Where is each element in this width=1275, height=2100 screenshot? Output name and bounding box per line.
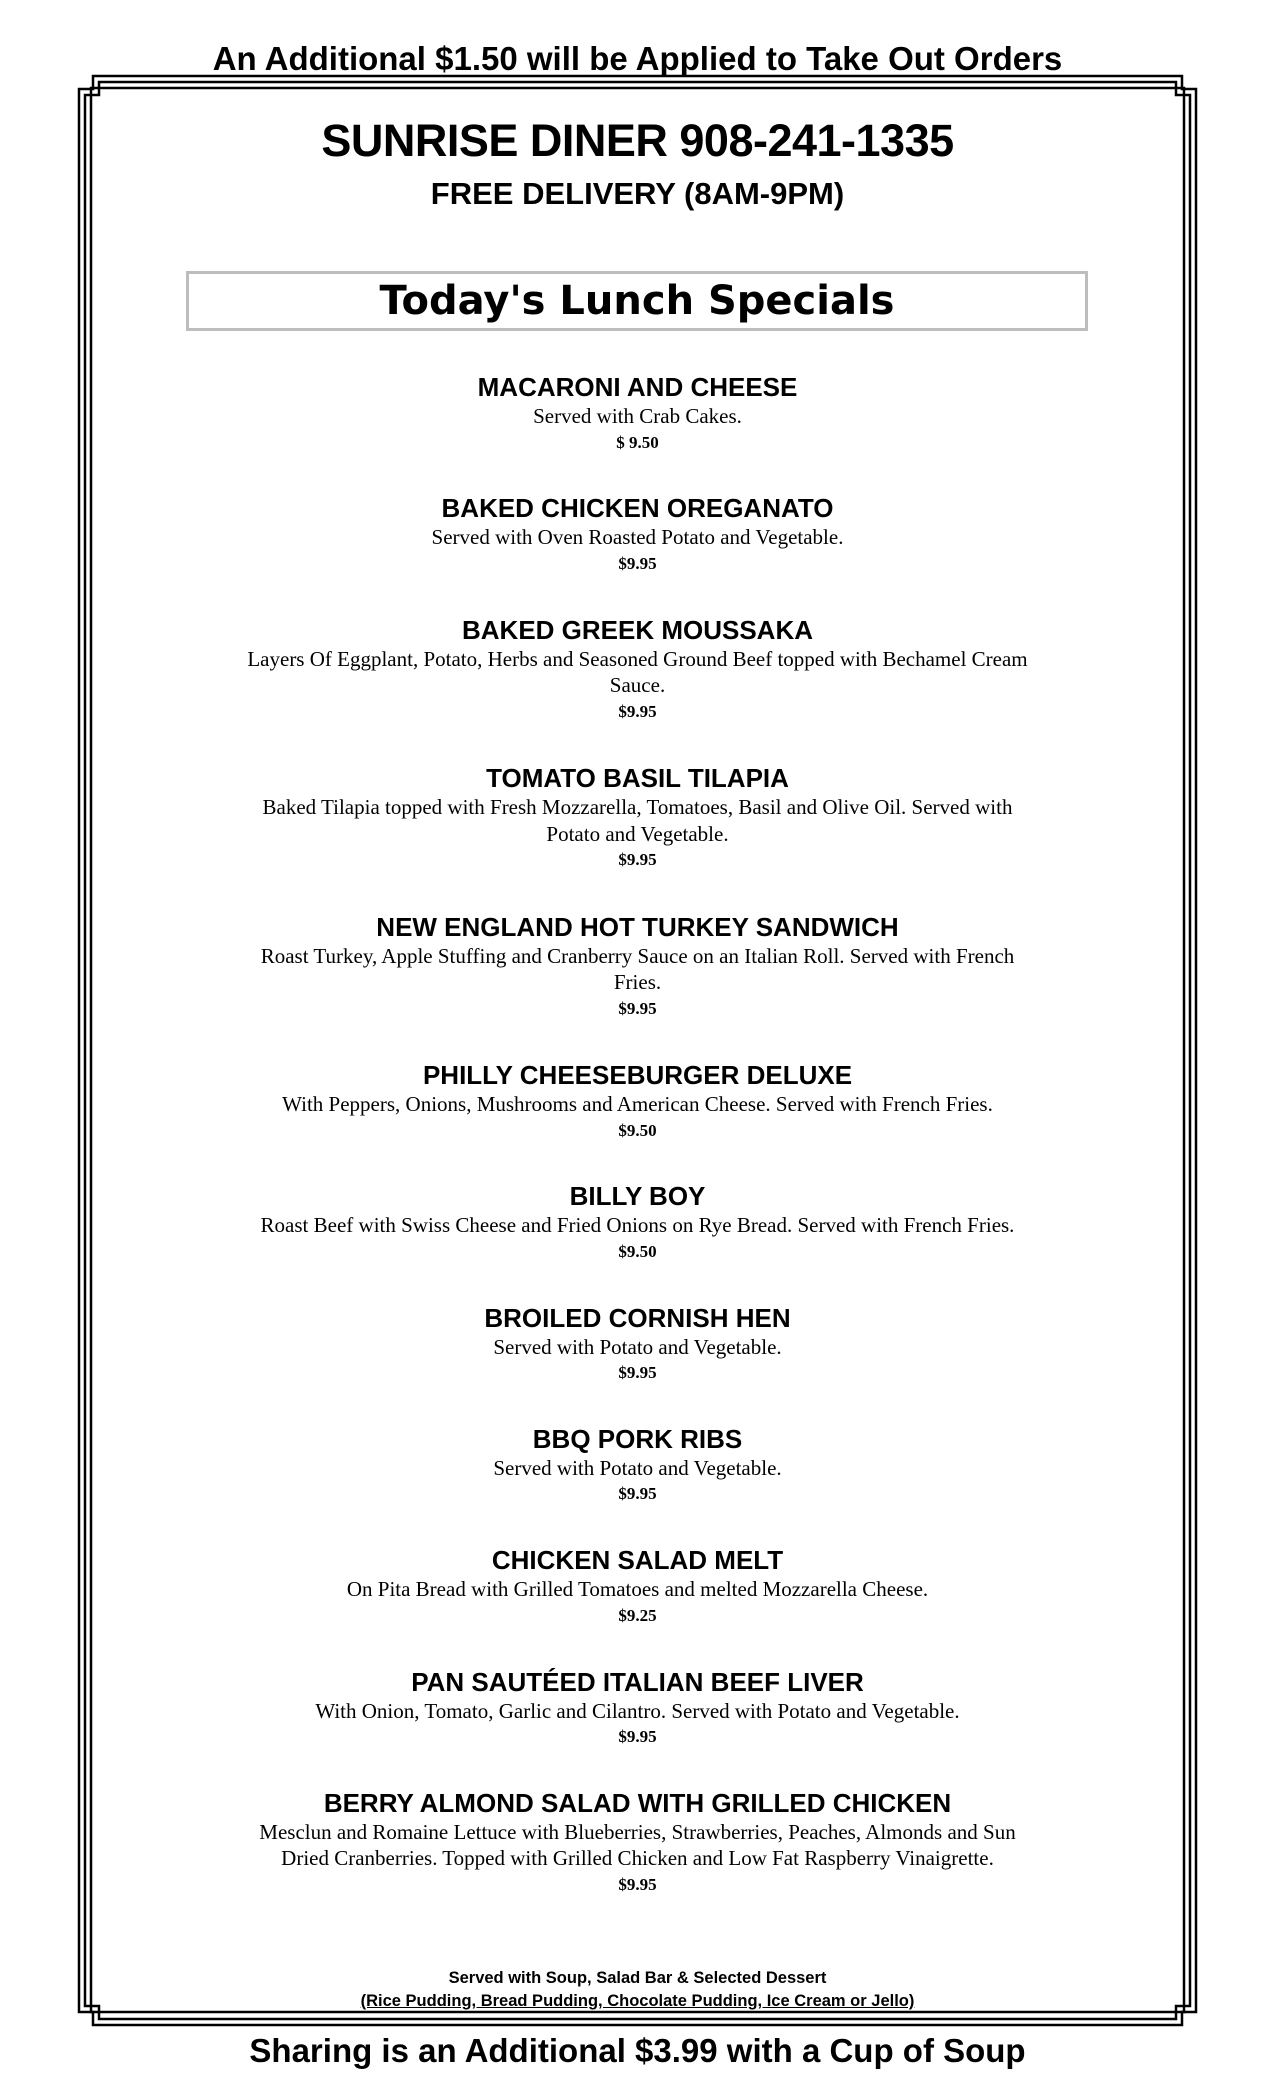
menu-item <box>200 1059 1075 1180</box>
menu-item-description: On Pita Bread with Grilled Tomatoes and melted Mozzarella Cheese. <box>346 1577 929 1602</box>
menu-item-description: Roast Beef with Swiss Cheese and Fried Onions on Rye Bread. Served with French Fries. <box>260 1213 1015 1238</box>
menu-item-price: $9.95 <box>618 1727 657 1747</box>
menu-item-price: $9.95 <box>618 701 657 721</box>
menu-item <box>200 1787 1075 1936</box>
menu-item-name: BAKED CHICKEN OREGANATO <box>441 493 834 524</box>
menu-item-description: Served with Crab Cakes. <box>533 404 742 428</box>
menu-item-price: $9.95 <box>618 850 657 870</box>
menu-item-description: Served with Potato and Vegetable. <box>493 1334 782 1359</box>
delivery-hours: FREE DELIVERY (8AM-9PM) <box>430 176 845 211</box>
menu-item-description: Dried Cranberries. Topped with Grilled Chicken and Low Fat Raspberry Vinaigrette. <box>281 1846 994 1871</box>
menu-item-name: BBQ PORK RIBS <box>532 1423 743 1454</box>
menu-item-name: CHICKEN SALAD MELT <box>491 1545 784 1576</box>
menu-item-description: Served with Oven Roasted Potato and Vegetable. <box>431 525 844 550</box>
menu-item <box>200 614 1075 763</box>
menu-item <box>200 1666 1075 1787</box>
menu-item <box>200 1423 1075 1544</box>
menu-item-price: $9.95 <box>618 1363 657 1383</box>
menu-item-description: Layers Of Eggplant, Potato, Herbs and Seasoned Ground Beef topped with Bechamel Cream <box>247 646 1028 671</box>
menu-item <box>200 492 1075 613</box>
specials-list <box>200 371 1075 1935</box>
menu-item-description: Mesclun and Romaine Lettuce with Blueberries, Strawberries, Peaches, Almonds and Sun <box>259 1819 1016 1844</box>
menu-item <box>200 762 1075 911</box>
menu-item-price: $9.50 <box>618 1120 657 1140</box>
menu-item <box>200 1302 1075 1423</box>
specials-title: Today's Lunch Specials <box>379 278 895 324</box>
served-with-note <box>0 1967 1275 2013</box>
menu-item-description: Baked Tilapia topped with Fresh Mozzarella, Tomatoes, Basil and Olive Oil. Served with <box>262 795 1013 820</box>
menu-item-price: $9.95 <box>618 998 657 1018</box>
menu-item-price: $9.50 <box>618 1241 657 1261</box>
specials-title-box <box>186 271 1088 331</box>
menu-item-name: PHILLY CHEESEBURGER DELUXE <box>422 1060 853 1091</box>
menu-item-name: BROILED CORNISH HEN <box>484 1302 791 1333</box>
menu-item-price: $9.25 <box>618 1605 657 1625</box>
menu-item <box>200 1544 1075 1665</box>
menu-item <box>200 371 1075 492</box>
dessert-options-line: (Rice Pudding, Bread Pudding, Chocolate Pudding, Ice Cream or Jello) <box>360 1992 915 2010</box>
served-with-line: Served with Soup, Salad Bar & Selected Dessert <box>448 1969 827 1987</box>
menu-item-name: NEW ENGLAND HOT TURKEY SANDWICH <box>376 911 899 942</box>
menu-item-description: Served with Potato and Vegetable. <box>493 1455 782 1480</box>
menu-item-price: $9.95 <box>618 1874 657 1894</box>
menu-item-description: With Peppers, Onions, Mushrooms and American Cheese. Served with French Fries. <box>282 1092 993 1117</box>
menu-item-name: BERRY ALMOND SALAD WITH GRILLED CHICKEN <box>323 1787 952 1818</box>
menu-item-name: BILLY BOY <box>569 1181 706 1212</box>
menu-item-description: With Onion, Tomato, Garlic and Cilantro. Served with Potato and Vegetable. <box>315 1698 960 1723</box>
menu-item-name: MACARONI AND CHEESE <box>477 372 798 402</box>
menu-item-description: Roast Turkey, Apple Stuffing and Cranberry Sauce on an Italian Roll. Served with French <box>260 943 1015 968</box>
menu-item-price: $9.95 <box>618 553 657 573</box>
menu-item-price: $ 9.50 <box>616 432 659 452</box>
menu-item-price: $9.95 <box>618 1484 657 1504</box>
sharing-surcharge-note: Sharing is an Additional $3.99 with a Cup of Soup <box>249 2032 1026 2069</box>
takeout-surcharge-note: An Additional $1.50 will be Applied to Take Out Orders <box>212 40 1063 77</box>
menu-item-name: BAKED GREEK MOUSSAKA <box>461 614 814 645</box>
menu-item-name: PAN SAUTÉED ITALIAN BEEF LIVER <box>411 1666 864 1697</box>
menu-item-description: Potato and Vegetable. <box>546 821 729 846</box>
menu-item <box>200 911 1075 1060</box>
restaurant-name-phone: SUNRISE DINER 908-241-1335 <box>321 115 954 166</box>
menu-item-description: Fries. <box>613 970 662 995</box>
menu-item-description: Sauce. <box>609 673 666 698</box>
menu-item <box>200 1180 1075 1301</box>
menu-item-name: TOMATO BASIL TILAPIA <box>486 763 789 794</box>
